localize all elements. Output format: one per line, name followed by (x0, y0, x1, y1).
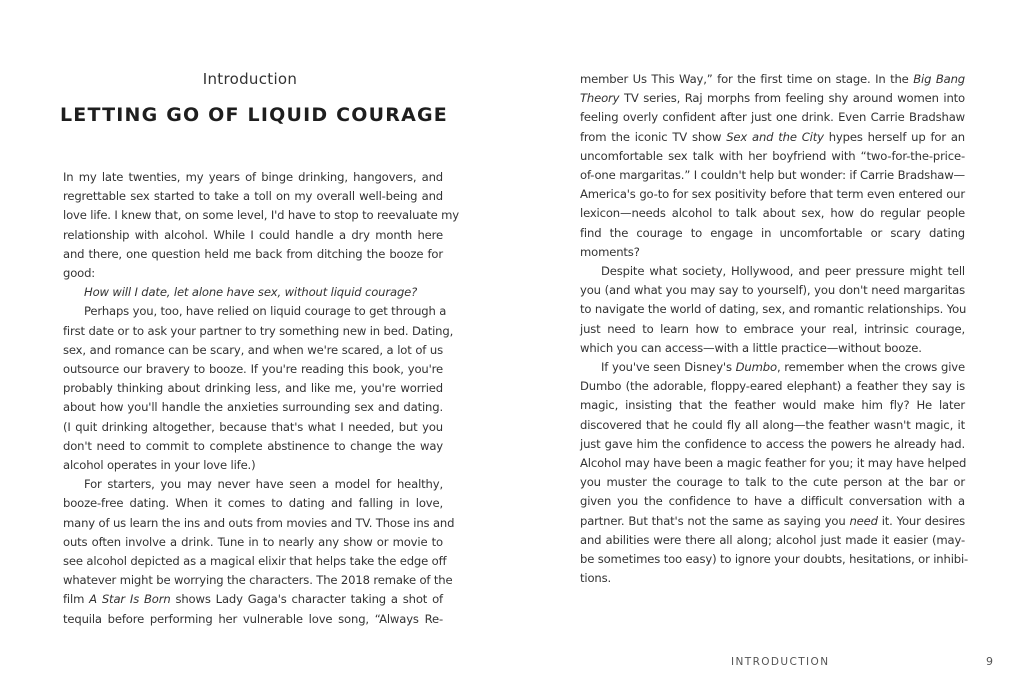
text-line: you muster the courage to talk to the cute person at the bar or (580, 475, 965, 490)
text-line: (I quit drinking altogether, because that's what I needed, but you (63, 419, 443, 434)
running-footer: INTRODUCTION (731, 656, 830, 668)
text-line: moments? (580, 244, 640, 259)
text-line: Dumbo (the adorable, floppy-eared elephant) a feather they say is (580, 379, 965, 394)
text-line-with-emphasis (580, 512, 965, 531)
italic-film-title: A Star Is Born (89, 592, 171, 607)
text-line: relationship with alcohol. While I could handle a dry month here (63, 227, 443, 242)
text-line: don't need to commit to complete abstinence to change the way (63, 438, 443, 453)
text-line: sex, and romance can be scary, and when we're scared, a lot of us (63, 342, 443, 357)
text-line: to navigate the world of dating, sex, and romantic relationships. You (580, 302, 967, 317)
paragraph-start-line (580, 358, 965, 377)
left-body-text (63, 168, 460, 629)
text-line: whatever might be worrying the characters. The 2018 remake of the (63, 573, 453, 588)
text-line: just need to learn how to embrace your real, intrinsic courage, (580, 321, 965, 336)
text-line: and there, one question held me back from ditching the booze for (63, 246, 443, 261)
line-segment: hypes herself up for an (823, 129, 965, 144)
text-line: you (and what you may say to yourself), you don't need margaritas (580, 283, 965, 298)
text-line: about how you'll handle the anxieties surrounding sex and dating. (63, 400, 443, 415)
line-segment: TV series, Raj morphs from feeling shy around women into (619, 91, 965, 106)
paragraph-start-line: For starters, you may never have seen a model for healthy, (84, 477, 443, 492)
text-line: be sometimes too easy) to ignore your doubts, hesitations, or inhibi- (580, 552, 969, 567)
text-line: Alcohol may have been a magic feather for you; it may have helped (580, 456, 967, 471)
text-line: tions. (580, 571, 612, 586)
italic-film-title: Dumbo (735, 360, 777, 375)
line-segment: member Us This Way,” for the first time on stage. In the (580, 72, 914, 86)
text-line: uncomfortable sex talk with her boyfriend with “two-for-the-price- (580, 148, 965, 163)
chapter-label: Introduction (202, 70, 298, 88)
line-segment: shows Lady Gaga's character taking a shot of (170, 592, 443, 607)
text-line: America's go-to for sex positivity before that term even entered our (580, 187, 965, 202)
text-line-with-title (580, 128, 965, 147)
italic-show-title: Big Bang (913, 72, 965, 86)
text-line: given you the confidence to have a difficult conversation with a (580, 494, 965, 509)
text-line: of-one margaritas.” I couldn't help but wonder: if Carrie Bradshaw— (580, 168, 965, 183)
text-line-with-title (580, 89, 965, 108)
text-line: regrettable sex started to take a toll on my overall well-being and (63, 189, 443, 204)
text-line-with-title (63, 590, 443, 609)
text-line: magic, insisting that the feather would make him fly? He later (580, 398, 965, 413)
line-segment: partner. But that's not the same as saying you (580, 513, 850, 528)
line-segment: it. Your desires (877, 513, 965, 528)
line-segment: from the iconic TV show (580, 129, 727, 144)
text-line: booze-free dating. When it comes to dating and falling in love, (63, 496, 443, 511)
chapter-title: LETTING GO OF LIQUID COURAGE (60, 104, 448, 126)
text-line: probably thinking about drinking less, and like me, you're worried (63, 381, 443, 396)
line-segment: film (63, 592, 90, 607)
text-line: outs often involve a drink. Tune in to nearly any show or movie to (63, 534, 443, 549)
paragraph-start-line: Perhaps you, too, have relied on liquid courage to get through a (84, 304, 447, 319)
text-line: alcohol operates in your love life.) (63, 458, 256, 473)
text-line-with-title (580, 70, 965, 89)
italic-emphasis: need (849, 513, 878, 528)
page-number: 9 (986, 655, 993, 668)
text-line: find the courage to engage in uncomfortable or scary dating (580, 225, 965, 240)
italic-question-line: How will I date, let alone have sex, without liquid courage? (84, 285, 418, 300)
text-line: outsource our bravery to booze. If you're reading this book, you're (63, 362, 443, 377)
line-segment: , remember when the crows give (776, 360, 965, 375)
text-line: which you can access—with a little practice—without booze. (580, 340, 922, 355)
text-line: first date or to ask your partner to try something new in bed. Dating, (63, 323, 454, 338)
text-line: tequila before performing her vulnerable love song, “Always Re- (63, 611, 443, 626)
text-line: just gave him the confidence to access the powers he already had. (580, 436, 965, 451)
text-line: In my late twenties, my years of binge drinking, hangovers, and (63, 170, 443, 184)
right-page (512, 0, 1024, 698)
paragraph-start-line: Despite what society, Hollywood, and peer pressure might tell (601, 264, 965, 279)
right-body-text (580, 70, 969, 588)
text-line: and abilities were there all along; alcohol just made it easier (may- (580, 532, 965, 547)
text-line: see alcohol depicted as a magical elixir that helps take the edge off (63, 554, 447, 569)
text-line: lexicon—needs alcohol to talk about sex, how do regular people (580, 206, 965, 221)
line-segment: If you've seen Disney's (601, 360, 736, 375)
italic-show-title: Theory (580, 91, 620, 106)
text-line: love life. I knew that, on some level, I'd have to stop to reevaluate my (63, 208, 460, 223)
text-line: good: (63, 266, 96, 281)
text-line: discovered that he could fly all along—the feather wasn't magic, it (580, 417, 965, 432)
text-line: feeling overly confident after just one drink. Even Carrie Bradshaw (580, 110, 965, 125)
text-line: many of us learn the ins and outs from movies and TV. Those ins and (63, 515, 455, 530)
italic-show-title: Sex and the City (726, 129, 824, 144)
